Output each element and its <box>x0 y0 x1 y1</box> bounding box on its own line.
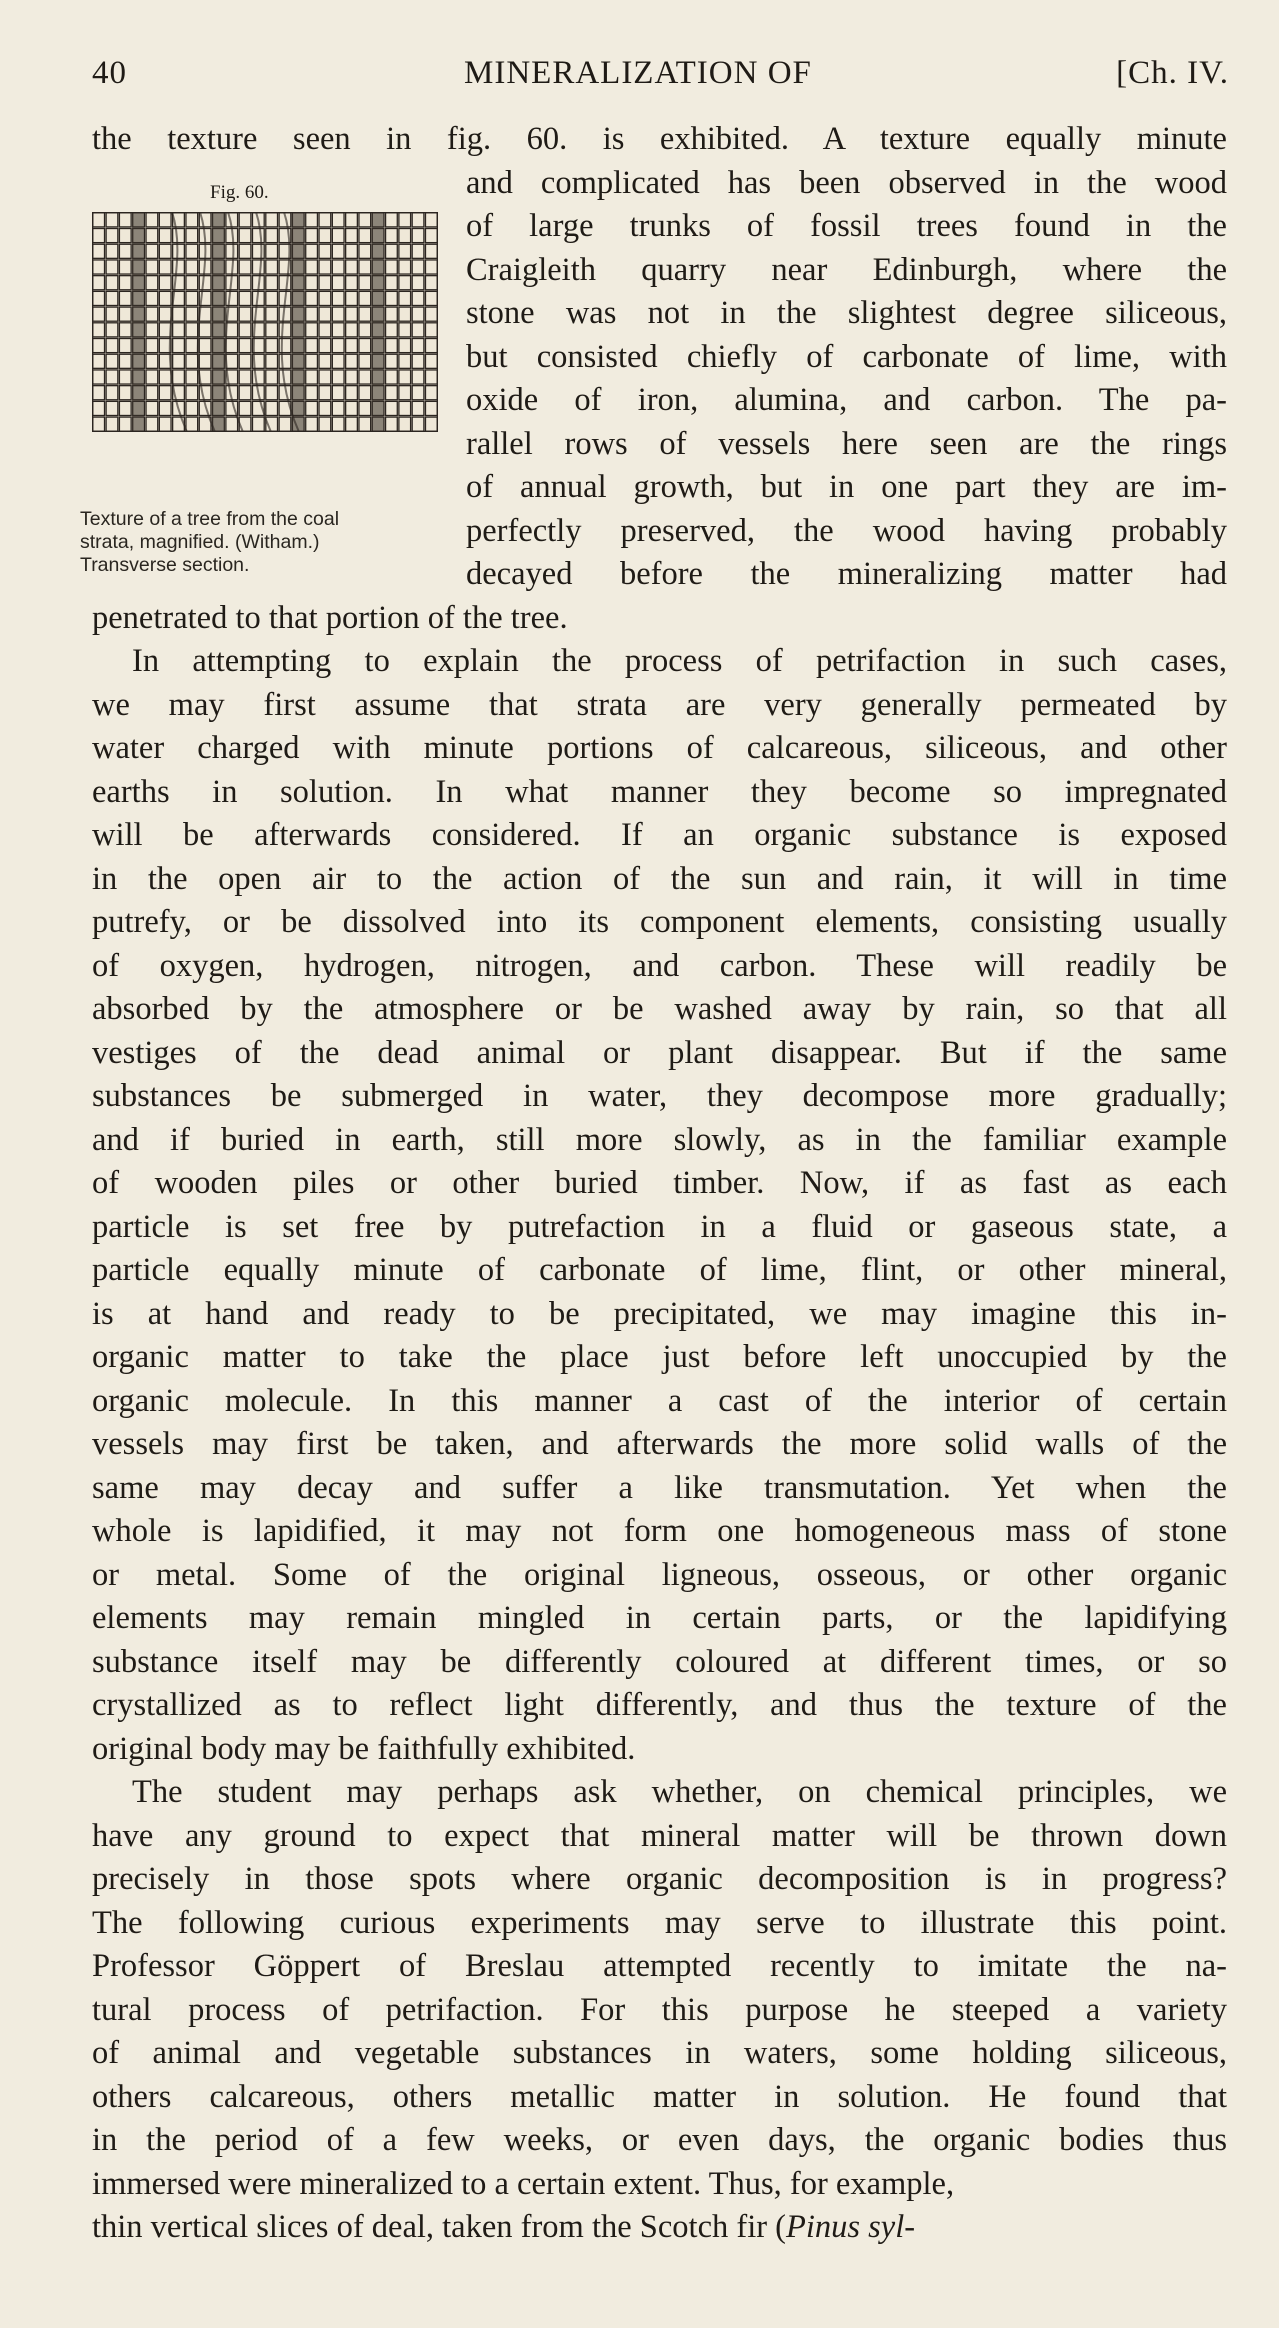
running-header <box>92 55 1229 103</box>
text-line: will be afterwards considered. If an organic substance is exposed <box>92 817 1227 853</box>
text-line: and complicated has been observed in the wood <box>466 164 1227 201</box>
text-line: in the period of a few weeks, or even days, the organic bodies thus <box>92 2122 1227 2158</box>
text-line: tural process of petrifaction. For this purpose he steeped a variety <box>92 1991 1227 2028</box>
figure-label: Fig. 60. <box>210 181 269 203</box>
text-line: elements may remain mingled in certain parts, or the lapidifying <box>92 1600 1227 1636</box>
figure-caption <box>80 508 460 577</box>
text-line: vessels may first be taken, and afterwards the more solid walls of the <box>92 1426 1227 1462</box>
text-line: vestiges of the dead animal or plant disappear. But if the same <box>92 1034 1227 1071</box>
text-line: decayed before the mineralizing matter had <box>466 556 1227 592</box>
text-line: of animal and vegetable substances in waters, some holding siliceous, <box>92 2035 1227 2071</box>
text-line: Craigleith quarry near Edinburgh, where the <box>466 251 1227 288</box>
text-line: rallel rows of vessels here seen are the rings <box>466 425 1227 462</box>
text-line: The student may perhaps ask whether, on chemical principles, we <box>132 1774 1227 1810</box>
text-line: substances be submerged in water, they decompose more gradually; <box>92 1078 1227 1114</box>
text-line: organic matter to take the place just before left unoccupied by the <box>92 1339 1227 1375</box>
text-line: organic molecule. In this manner a cast of the interior of certain <box>92 1382 1227 1419</box>
text-line: of large trunks of fossil trees found in the <box>466 208 1227 244</box>
text-line: the texture seen in fig. 60. is exhibited. A texture equally minute <box>92 121 1227 157</box>
fossil-wood-texture-illustration <box>92 212 438 432</box>
text-line: of annual growth, but in one part they are im- <box>466 469 1227 505</box>
caption-line: strata, magnified. (Witham.) <box>80 530 320 553</box>
final-line-text: thin vertical slices of deal, taken from the Scotch fir ( <box>92 2209 786 2245</box>
text-line: stone was not in the slightest degree siliceous, <box>466 295 1227 331</box>
text-line: oxide of iron, alumina, and carbon. The pa- <box>466 382 1227 418</box>
text-line: or metal. Some of the original ligneous, osseous, or other organic <box>92 1556 1227 1593</box>
text-line: but consisted chiefly of carbonate of lime, with <box>466 338 1227 375</box>
text-line: others calcareous, others metallic matter in solution. He found that <box>92 2078 1227 2115</box>
text-line: original body may be faithfully exhibited. <box>92 1730 636 1767</box>
page-number: 40 <box>92 55 127 91</box>
text-line: same may decay and suffer a like transmutation. Yet when the <box>92 1469 1227 1506</box>
text-line: particle is set free by putrefaction in a fluid or gaseous state, a <box>92 1208 1227 1245</box>
text-line: The following curious experiments may serve to illustrate this point. <box>92 1904 1227 1941</box>
text-line: perfectly preserved, the wood having probably <box>466 512 1227 549</box>
text-line: earths in solution. In what manner they become so impregnated <box>92 773 1227 810</box>
text-line: putrefy, or be dissolved into its component elements, consisting usually <box>92 904 1227 940</box>
text-line: of oxygen, hydrogen, nitrogen, and carbon. These will readily be <box>92 947 1227 984</box>
text-line: crystallized as to reflect light differently, and thus the texture of the <box>92 1687 1227 1723</box>
text-line: and if buried in earth, still more slowly, as in the familiar example <box>92 1121 1227 1158</box>
species-name: Pinus syl- <box>786 2209 916 2245</box>
text-line: precisely in those spots where organic decomposition is in progress? <box>92 1861 1227 1897</box>
chapter-marker: [Ch. IV. <box>1116 55 1229 91</box>
caption-line: Texture of a tree from the coal <box>80 507 340 530</box>
wrapped-column <box>466 162 1227 597</box>
text-line: whole is lapidified, it may not form one homogeneous mass of stone <box>92 1513 1227 1549</box>
text-line: particle equally minute of carbonate of lime, flint, or other mineral, <box>92 1252 1227 1288</box>
text-line: substance itself may be differently coloured at different times, or so <box>92 1643 1227 1680</box>
paragraph <box>92 640 1227 1771</box>
text-line: is at hand and ready to be precipitated, we may imagine this in- <box>92 1295 1227 1332</box>
text-line: Professor Göppert of Breslau attempted recently to imitate the na- <box>92 1948 1227 1984</box>
caption-line: Transverse section. <box>80 553 250 576</box>
text-line: water charged with minute portions of calcareous, siliceous, and other <box>92 730 1227 766</box>
text-line: we may first assume that strata are very generally permeated by <box>92 686 1227 723</box>
text-line: in the open air to the action of the sun and rain, it will in time <box>92 860 1227 897</box>
paragraph <box>92 1771 1227 2206</box>
text-line: absorbed by the atmosphere or be washed away by rain, so that all <box>92 991 1227 1027</box>
running-title: MINERALIZATION OF <box>464 55 812 91</box>
text-line: immersed were mineralized to a certain extent. Thus, for example, <box>92 2165 955 2202</box>
text-line: penetrated to that portion of the tree. <box>92 599 568 636</box>
body-text <box>80 118 1227 2250</box>
final-line <box>92 2206 1227 2250</box>
text-line: In attempting to explain the process of petrifaction in such cases, <box>132 643 1227 679</box>
text-line: have any ground to expect that mineral matter will be thrown down <box>92 1817 1227 1854</box>
text-line: of wooden piles or other buried timber. Now, if as fast as each <box>92 1165 1227 1201</box>
